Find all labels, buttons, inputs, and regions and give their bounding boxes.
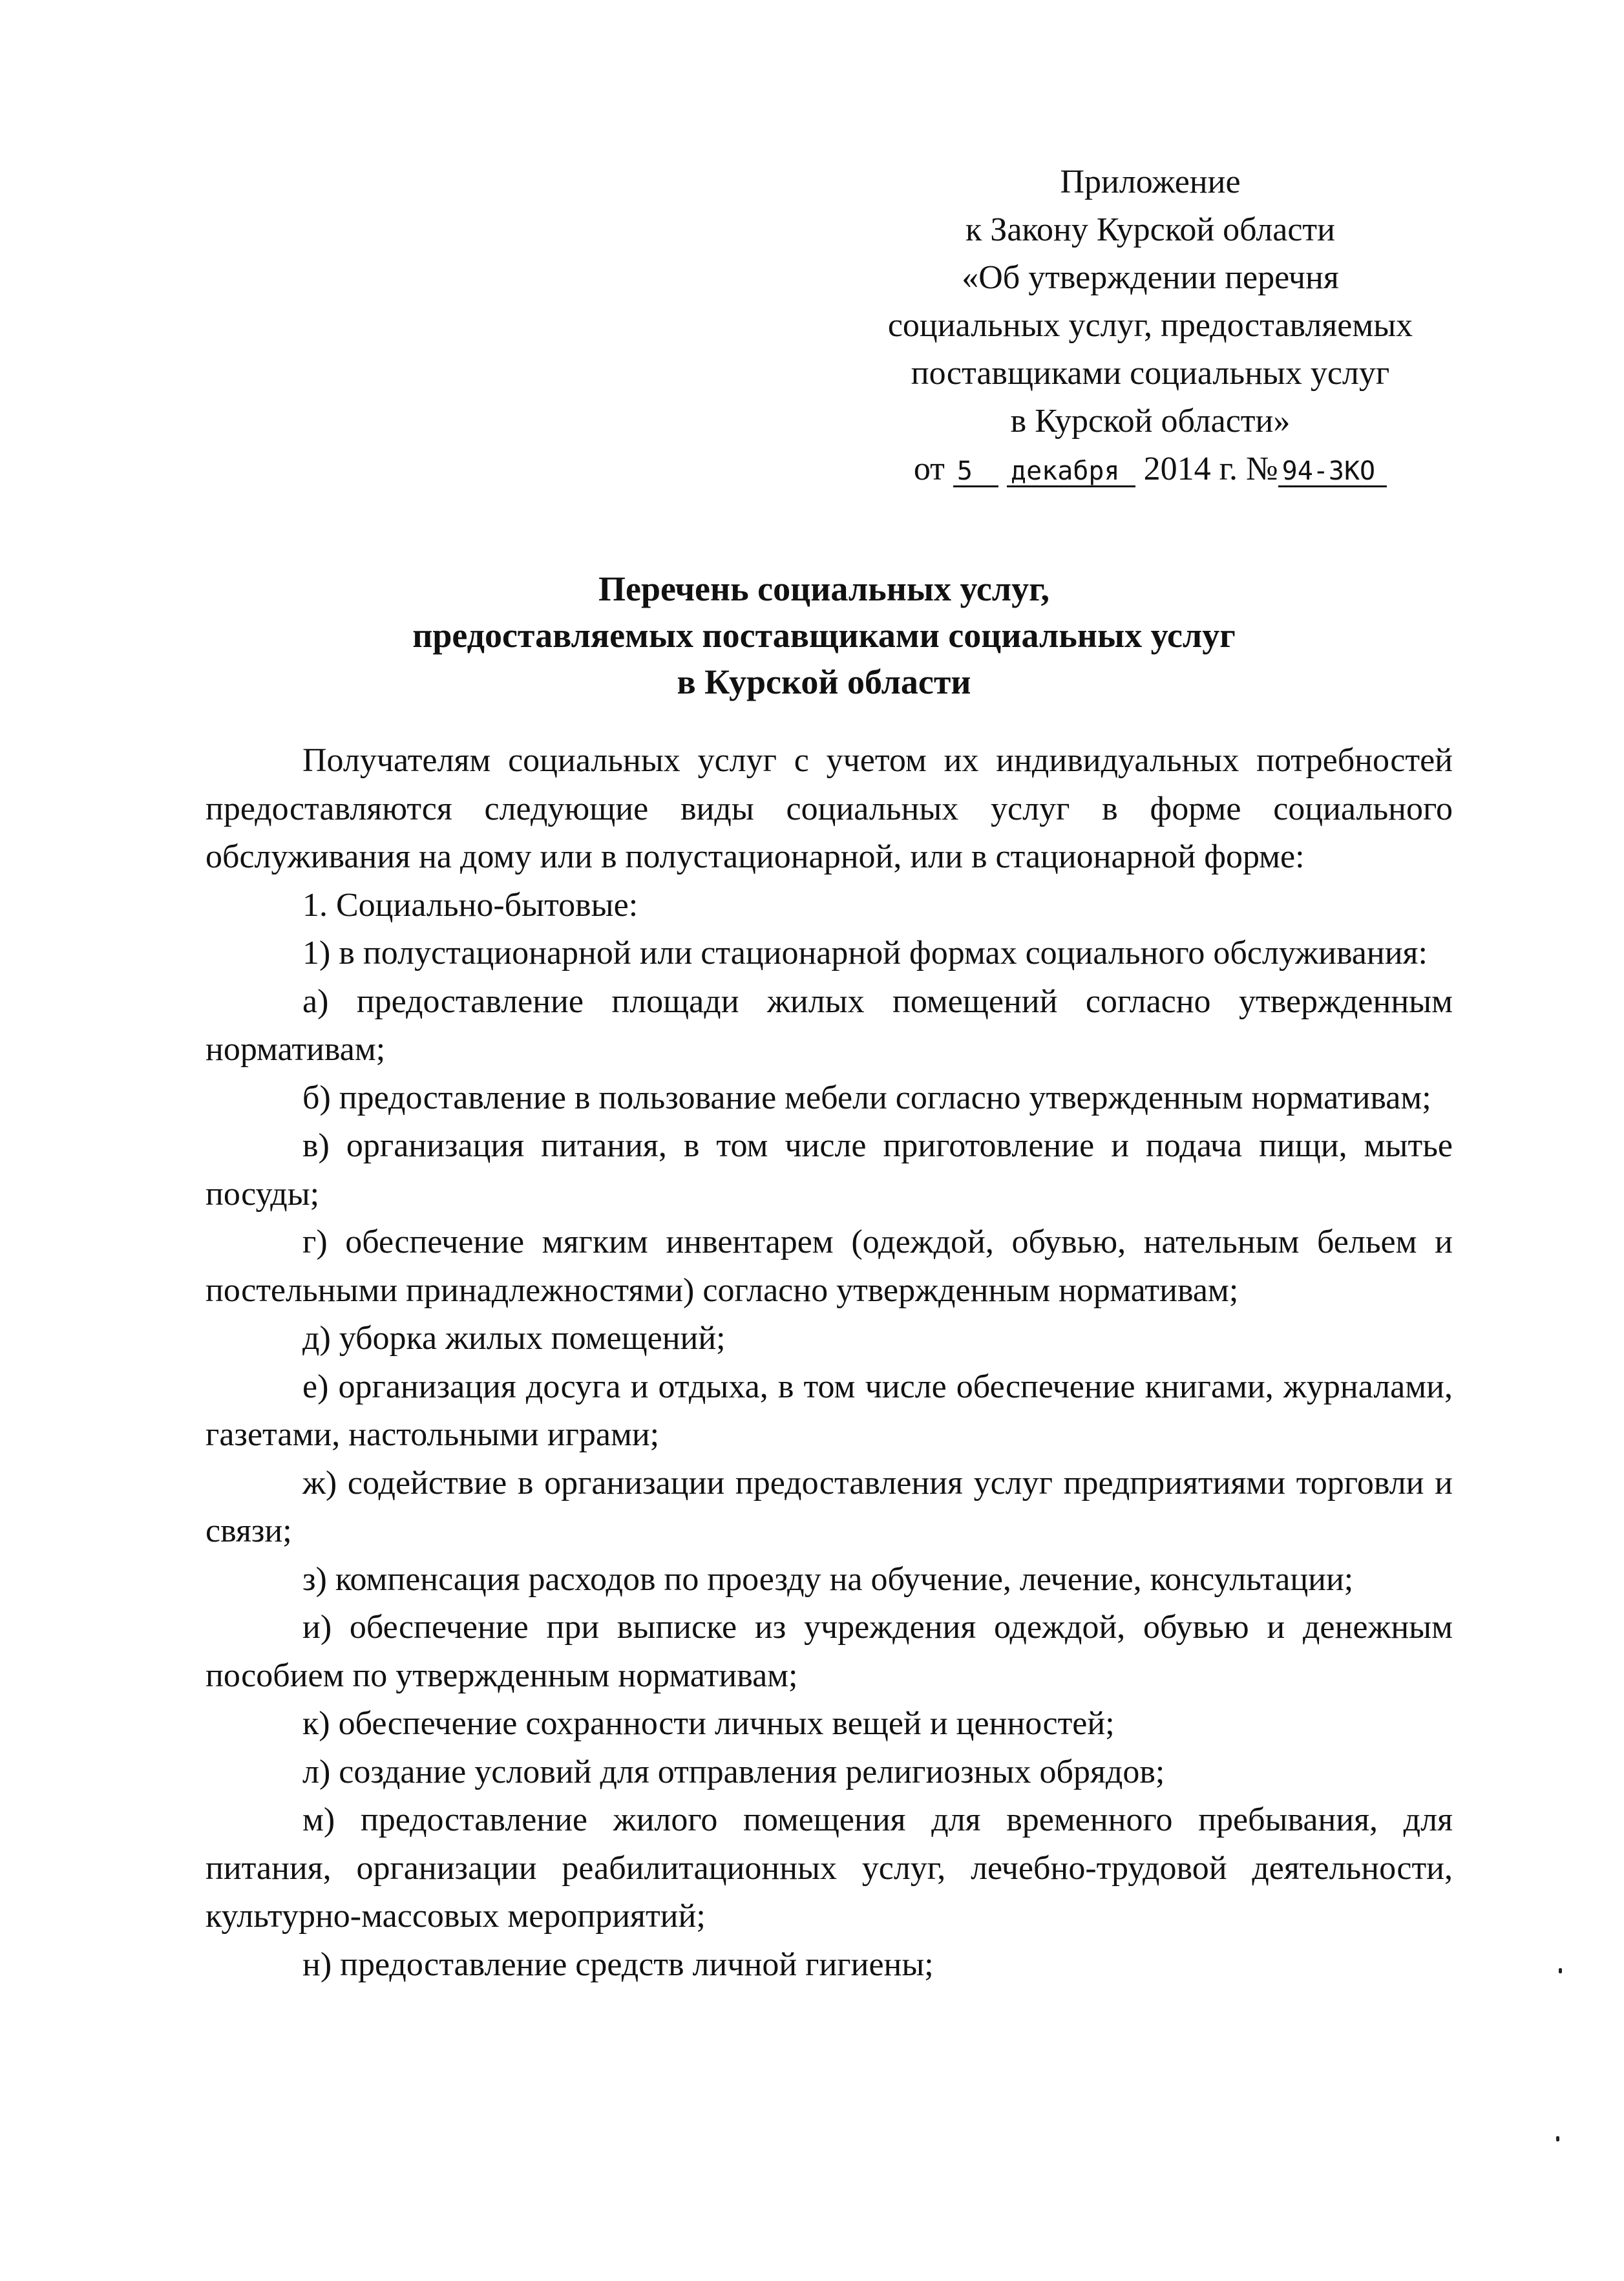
document-title	[194, 566, 1454, 705]
list-item: л) создание условий для отправления религиозных обрядов;	[302, 1753, 1165, 1790]
scan-speck	[1556, 2136, 1559, 2141]
law-date-line	[840, 445, 1461, 493]
scan-speck	[1559, 1968, 1562, 1973]
list-item: ж) содействие в организации предоставления услуг предприятиями торговли и связи;	[206, 1464, 1453, 1549]
appendix-line: к Закону Курской области	[965, 211, 1335, 248]
list-item: е) организация досуга и отдыха, в том числе обеспечение книгами, журналами, газетами, настольными играми;	[206, 1368, 1453, 1453]
list-item: в) организация питания, в том числе приготовление и подача пищи, мытье посуды;	[206, 1127, 1453, 1213]
list-item: г) обеспечение мягким инвентарем (одеждой, обувью, нательным бельем и постельными принадлежностями) согласно утвержденным нормативам;	[206, 1224, 1453, 1309]
title-line: в Курской области	[677, 663, 971, 701]
appendix-line: «Об утверждении перечня	[962, 259, 1339, 296]
title-line: предоставляемых поставщиками социальных услуг	[412, 616, 1236, 655]
appendix-line: социальных услуг, предоставляемых	[887, 307, 1413, 344]
appendix-line: в Курской области»	[1010, 403, 1291, 440]
date-month: декабря	[1007, 457, 1135, 487]
date-day: 5	[953, 457, 998, 487]
list-item: б) предоставление в пользование мебели согласно утвержденным нормативам;	[302, 1079, 1431, 1116]
intro-paragraph: Получателям социальных услуг с учетом их индивидуальных потребностей предоставляются следующие виды социальных услуг в форме социального обслуживания на дому или в полустационарной, или в стационарной форме:	[206, 742, 1453, 875]
list-item: м) предоставление жилого помещения для временного пребывания, для питания, организации реабилитационных услуг, лечебно-трудовой деятельности, культурно-массовых мероприятий;	[206, 1801, 1453, 1935]
appendix-header	[840, 158, 1461, 493]
section-heading: 1. Социально-бытовые:	[302, 886, 638, 924]
subsection-heading: 1) в полустационарной или стационарной формах социального обслуживания:	[302, 935, 1428, 971]
date-year: 2014 г. №	[1143, 451, 1278, 487]
appendix-line: поставщиками социальных услуг	[911, 355, 1390, 392]
appendix-line: Приложение	[1060, 164, 1241, 200]
law-number: 94-ЗКО	[1278, 457, 1387, 487]
date-prefix: от	[913, 451, 945, 487]
list-item: и) обеспечение при выписке из учреждения одеждой, обувью и денежным пособием по утвержденным нормативам;	[206, 1609, 1453, 1694]
list-item: н) предоставление средств личной гигиены;	[302, 1946, 934, 1983]
list-item: з) компенсация расходов по проезду на обучение, лечение, консультации;	[302, 1560, 1354, 1598]
document-body	[206, 737, 1453, 1989]
list-item: д) уборка жилых помещений;	[302, 1320, 726, 1357]
title-line: Перечень социальных услуг,	[598, 569, 1050, 608]
list-item: а) предоставление площади жилых помещений согласно утвержденным нормативам;	[206, 982, 1453, 1068]
list-item: к) обеспечение сохранности личных вещей и ценностей;	[302, 1705, 1115, 1742]
